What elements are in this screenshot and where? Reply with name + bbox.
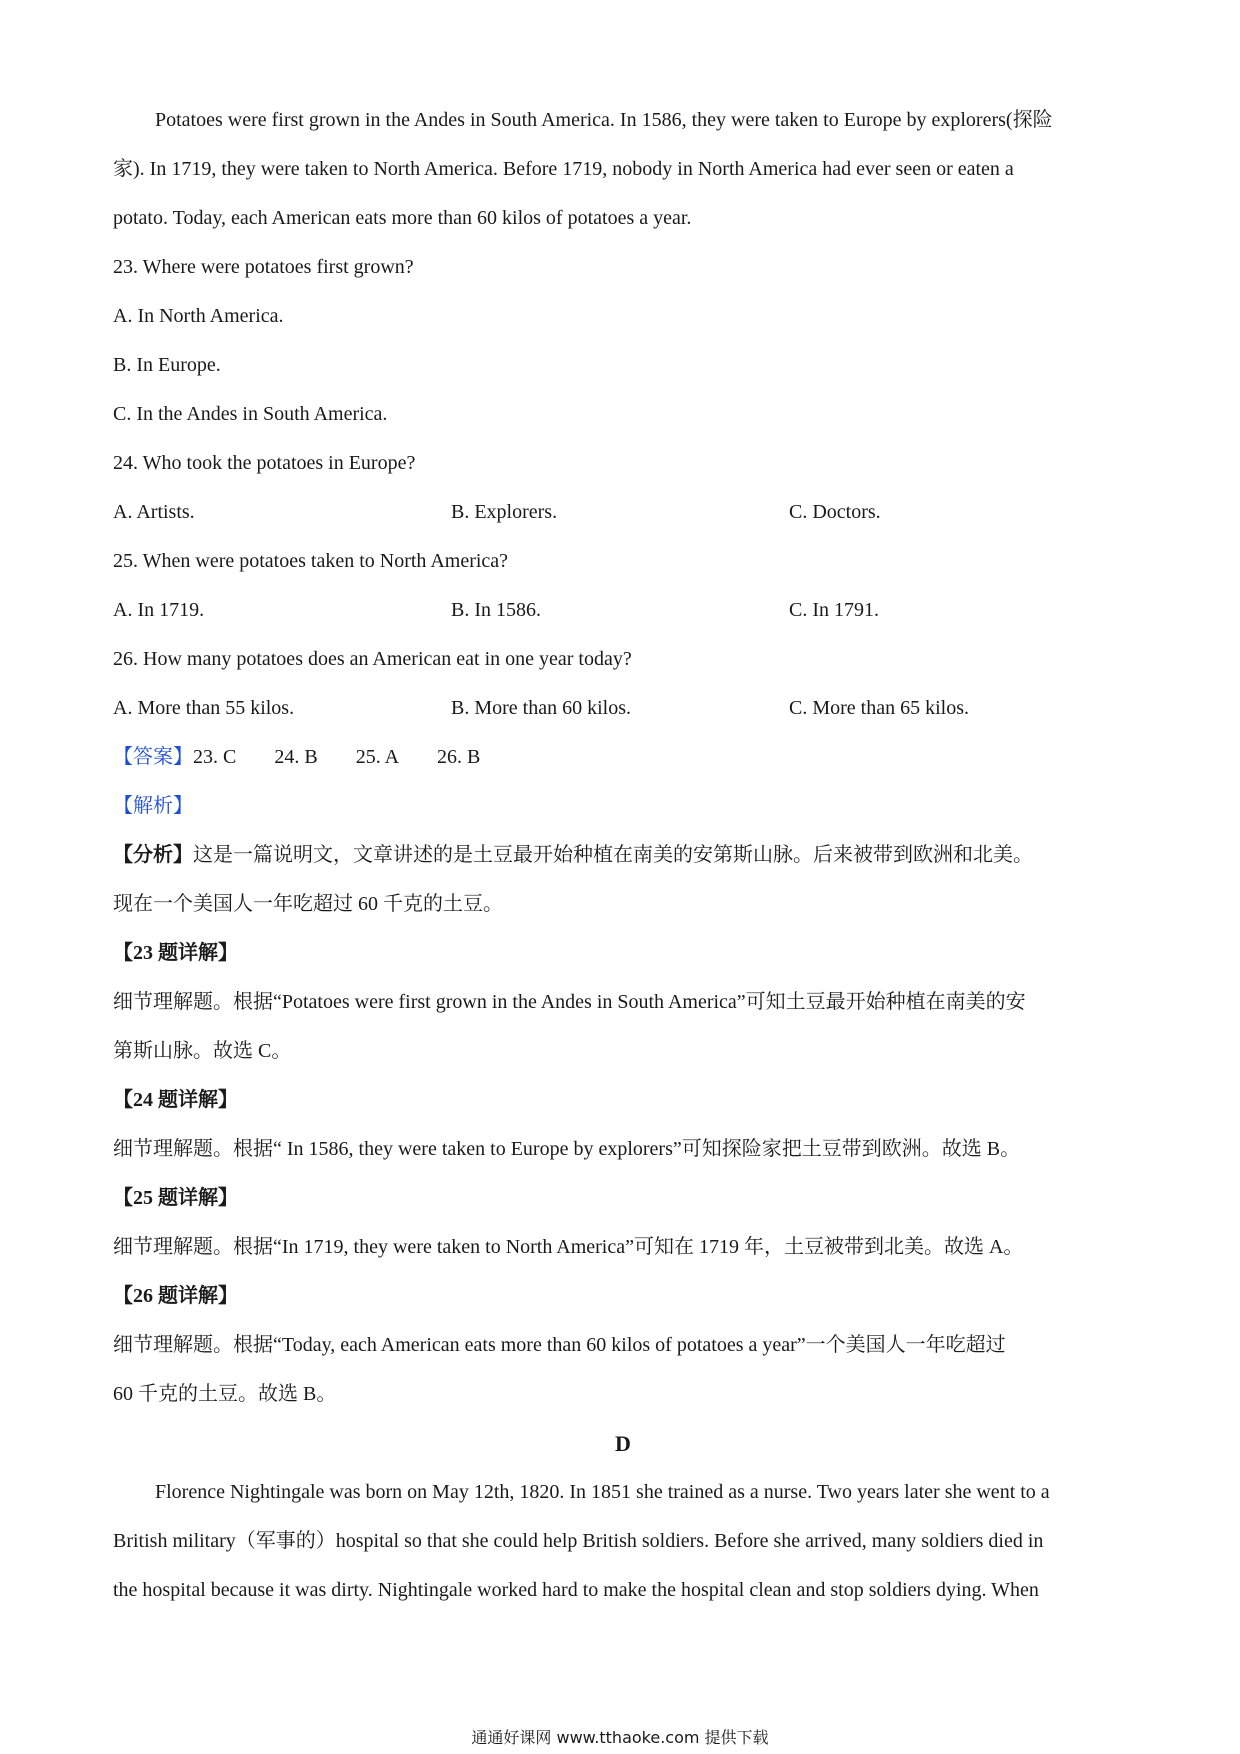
analysis-line — [113, 831, 1133, 880]
passage-line: potato. Today, each American eats more than 60 kilos of potatoes a year. — [113, 207, 692, 229]
analysis-line: 现在一个美国人一年吃超过 60 千克的土豆。 — [113, 893, 503, 915]
option: B. In 1586. — [451, 599, 541, 621]
page-footer: 通通好课网 www.tthaoke.com 提供下载 — [471, 1728, 769, 1747]
option: C. In the Andes in South America. — [113, 403, 388, 425]
question-stem: 25. When were potatoes taken to North America? — [113, 550, 509, 572]
passage-line: the hospital because it was dirty. Nightingale worked hard to make the hospital clean and stop soldiers dying. When — [113, 1579, 1039, 1601]
option: C. More than 65 kilos. — [789, 697, 969, 719]
option: C. In 1791. — [789, 599, 879, 621]
detail-heading: 【25 题详解】 — [113, 1187, 238, 1209]
option: A. In North America. — [113, 305, 284, 327]
detail-heading: 【26 题详解】 — [113, 1285, 238, 1307]
analysis-text: 这是一篇说明文，文章讲述的是土豆最开始种植在南美的安第斯山脉。后来被带到欧洲和北美。 — [193, 844, 1033, 866]
answer-item: 24. B — [274, 746, 318, 768]
options-row — [113, 488, 1133, 537]
detail-line: 第斯山脉。故选 C。 — [113, 1040, 292, 1062]
detail-line: 60 千克的土豆。故选 B。 — [113, 1383, 337, 1405]
option: C. Doctors. — [789, 501, 881, 523]
answer-item: 23. C — [193, 746, 237, 768]
detail-heading: 【23 题详解】 — [113, 942, 238, 964]
detail-line: 细节理解题。根据“Potatoes were first grown in the Andes in South America”可知土豆最开始种植在南美的安 — [113, 991, 1026, 1013]
detail-line: 细节理解题。根据“In 1719, they were taken to North America”可知在 1719 年，土豆被带到北美。故选 A。 — [113, 1236, 1024, 1258]
answer-line — [113, 733, 1133, 782]
option: B. Explorers. — [451, 501, 558, 523]
document-page — [113, 96, 1133, 1615]
answer-item: 26. B — [437, 746, 481, 768]
analysis-label: 【分析】 — [113, 844, 193, 866]
detail-line: 细节理解题。根据“Today, each American eats more than 60 kilos of potatoes a year”一个美国人一年吃超过 — [113, 1334, 1006, 1356]
option: B. More than 60 kilos. — [451, 697, 631, 719]
section-title: D — [615, 1431, 631, 1456]
answer-item: 25. A — [355, 746, 400, 768]
detail-line: 细节理解题。根据“ In 1586, they were taken to Europe by explorers”可知探险家把土豆带到欧洲。故选 B。 — [113, 1138, 1021, 1160]
passage-line: Florence Nightingale was born on May 12th, 1820. In 1851 she trained as a nurse. Two years later she went to a — [155, 1481, 1050, 1503]
question-stem: 24. Who took the potatoes in Europe? — [113, 452, 416, 474]
option: A. In 1719. — [113, 599, 205, 621]
passage-line: British military（军事的）hospital so that she could help British soldiers. Before she arrived, many soldiers died in — [113, 1530, 1044, 1552]
option: B. In Europe. — [113, 354, 221, 376]
option: A. Artists. — [113, 501, 195, 523]
answer-label: 【答案】 — [113, 746, 193, 768]
question-stem: 23. Where were potatoes first grown? — [113, 256, 414, 278]
options-row — [113, 684, 1133, 733]
option: A. More than 55 kilos. — [113, 697, 295, 719]
detail-heading: 【24 题详解】 — [113, 1089, 238, 1111]
question-stem: 26. How many potatoes does an American eat in one year today? — [113, 648, 632, 670]
passage-line: Potatoes were first grown in the Andes in South America. In 1586, they were taken to Europe by explorers(探险 — [155, 109, 1053, 131]
options-row — [113, 586, 1133, 635]
passage-line: 家). In 1719, they were taken to North America. Before 1719, nobody in North America had ever seen or eaten a — [113, 158, 1014, 180]
analysis-heading: 【解析】 — [113, 795, 193, 817]
